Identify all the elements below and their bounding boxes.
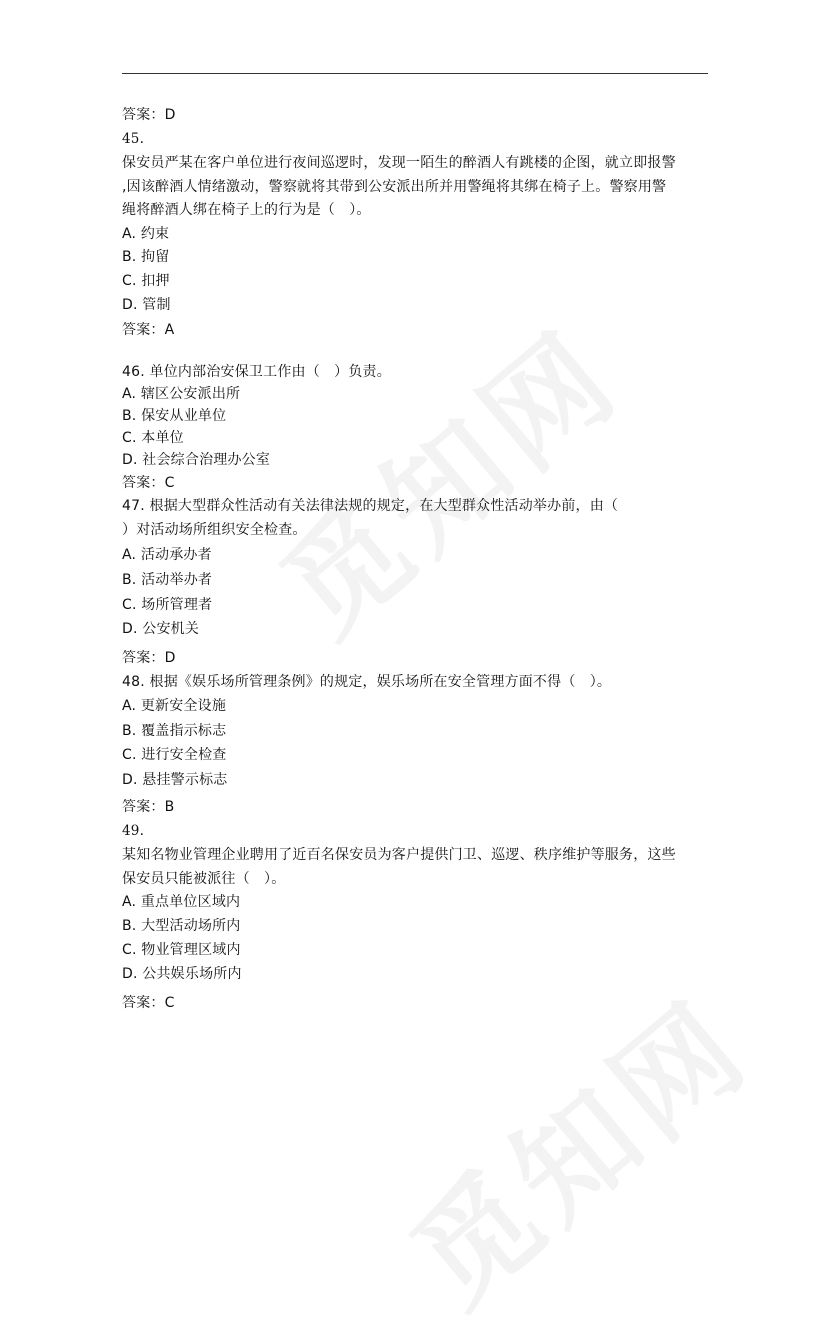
question-47-text-1: 47. 根据大型群众性活动有关法律法规的规定，在大型群众性活动举办前，由（ <box>122 498 619 514</box>
question-46-option-a: A. 辖区公安派出所 <box>122 386 241 402</box>
question-49-text-2: 保安员只能被派往（ ）。 <box>122 871 286 887</box>
watermark <box>240 285 649 667</box>
question-48-option-d: D. 悬挂警示标志 <box>122 772 228 788</box>
question-49-option-c: C. 物业管理区域内 <box>122 942 241 958</box>
question-48-option-c: C. 进行安全检查 <box>122 747 227 763</box>
question-48-text: 48. 根据《娱乐场所管理条例》的规定，娱乐场所在安全管理方面不得（ ）。 <box>122 674 612 690</box>
question-46-option-b: B. 保安从业单位 <box>122 408 227 424</box>
question-49-option-d: D. 公共娱乐场所内 <box>122 966 242 982</box>
answer-49: 答案：C <box>122 995 175 1011</box>
question-47-option-a: A. 活动承办者 <box>122 547 212 563</box>
question-48-option-a: A. 更新安全设施 <box>122 698 227 714</box>
question-45-option-c: C. 扣押 <box>122 273 170 289</box>
header-rule <box>122 73 708 74</box>
question-49-number: 49. <box>122 823 145 839</box>
question-49-option-a: A. 重点单位区域内 <box>122 894 241 910</box>
question-46-option-c: C. 本单位 <box>122 430 184 446</box>
question-45-number: 45. <box>122 131 145 147</box>
question-45-text-2: ,因该醉酒人情绪激动，警察就将其带到公安派出所并用警绳将其绑在椅子上。警察用警 <box>122 179 667 195</box>
question-47-option-d: D. 公安机关 <box>122 621 200 637</box>
question-45-option-b: B. 拘留 <box>122 249 170 265</box>
question-45-option-a: A. 约束 <box>122 226 170 242</box>
answer-47: 答案：D <box>122 650 176 666</box>
answer-45: 答案：A <box>122 322 175 338</box>
question-47-option-b: B. 活动举办者 <box>122 572 213 588</box>
question-46-text: 46. 单位内部治安保卫工作由（ ）负责。 <box>122 364 391 380</box>
answer-46: 答案：C <box>122 475 175 491</box>
question-45-text-1: 保安员严某在客户单位进行夜间巡逻时，发现一陌生的醉酒人有跳楼的企图，就立即报警 <box>122 155 676 171</box>
question-47-text-2: ）对活动场所组织安全检查。 <box>122 522 307 538</box>
watermark-bottom <box>370 955 779 1337</box>
answer-48: 答案：B <box>122 799 175 815</box>
question-47-option-c: C. 场所管理者 <box>122 597 213 613</box>
question-46-option-d: D. 社会综合治理办公室 <box>122 452 271 468</box>
question-49-text-1: 某知名物业管理企业聘用了近百名保安员为客户提供门卫、巡逻、秩序维护等服务，这些 <box>122 847 676 863</box>
question-45-option-d: D. 管制 <box>122 297 171 313</box>
question-48-option-b: B. 覆盖指示标志 <box>122 723 227 739</box>
question-45-text-3: 绳将醉酒人绑在椅子上的行为是（ ）。 <box>122 202 371 218</box>
answer-44: 答案：D <box>122 107 176 123</box>
question-49-option-b: B. 大型活动场所内 <box>122 918 241 934</box>
